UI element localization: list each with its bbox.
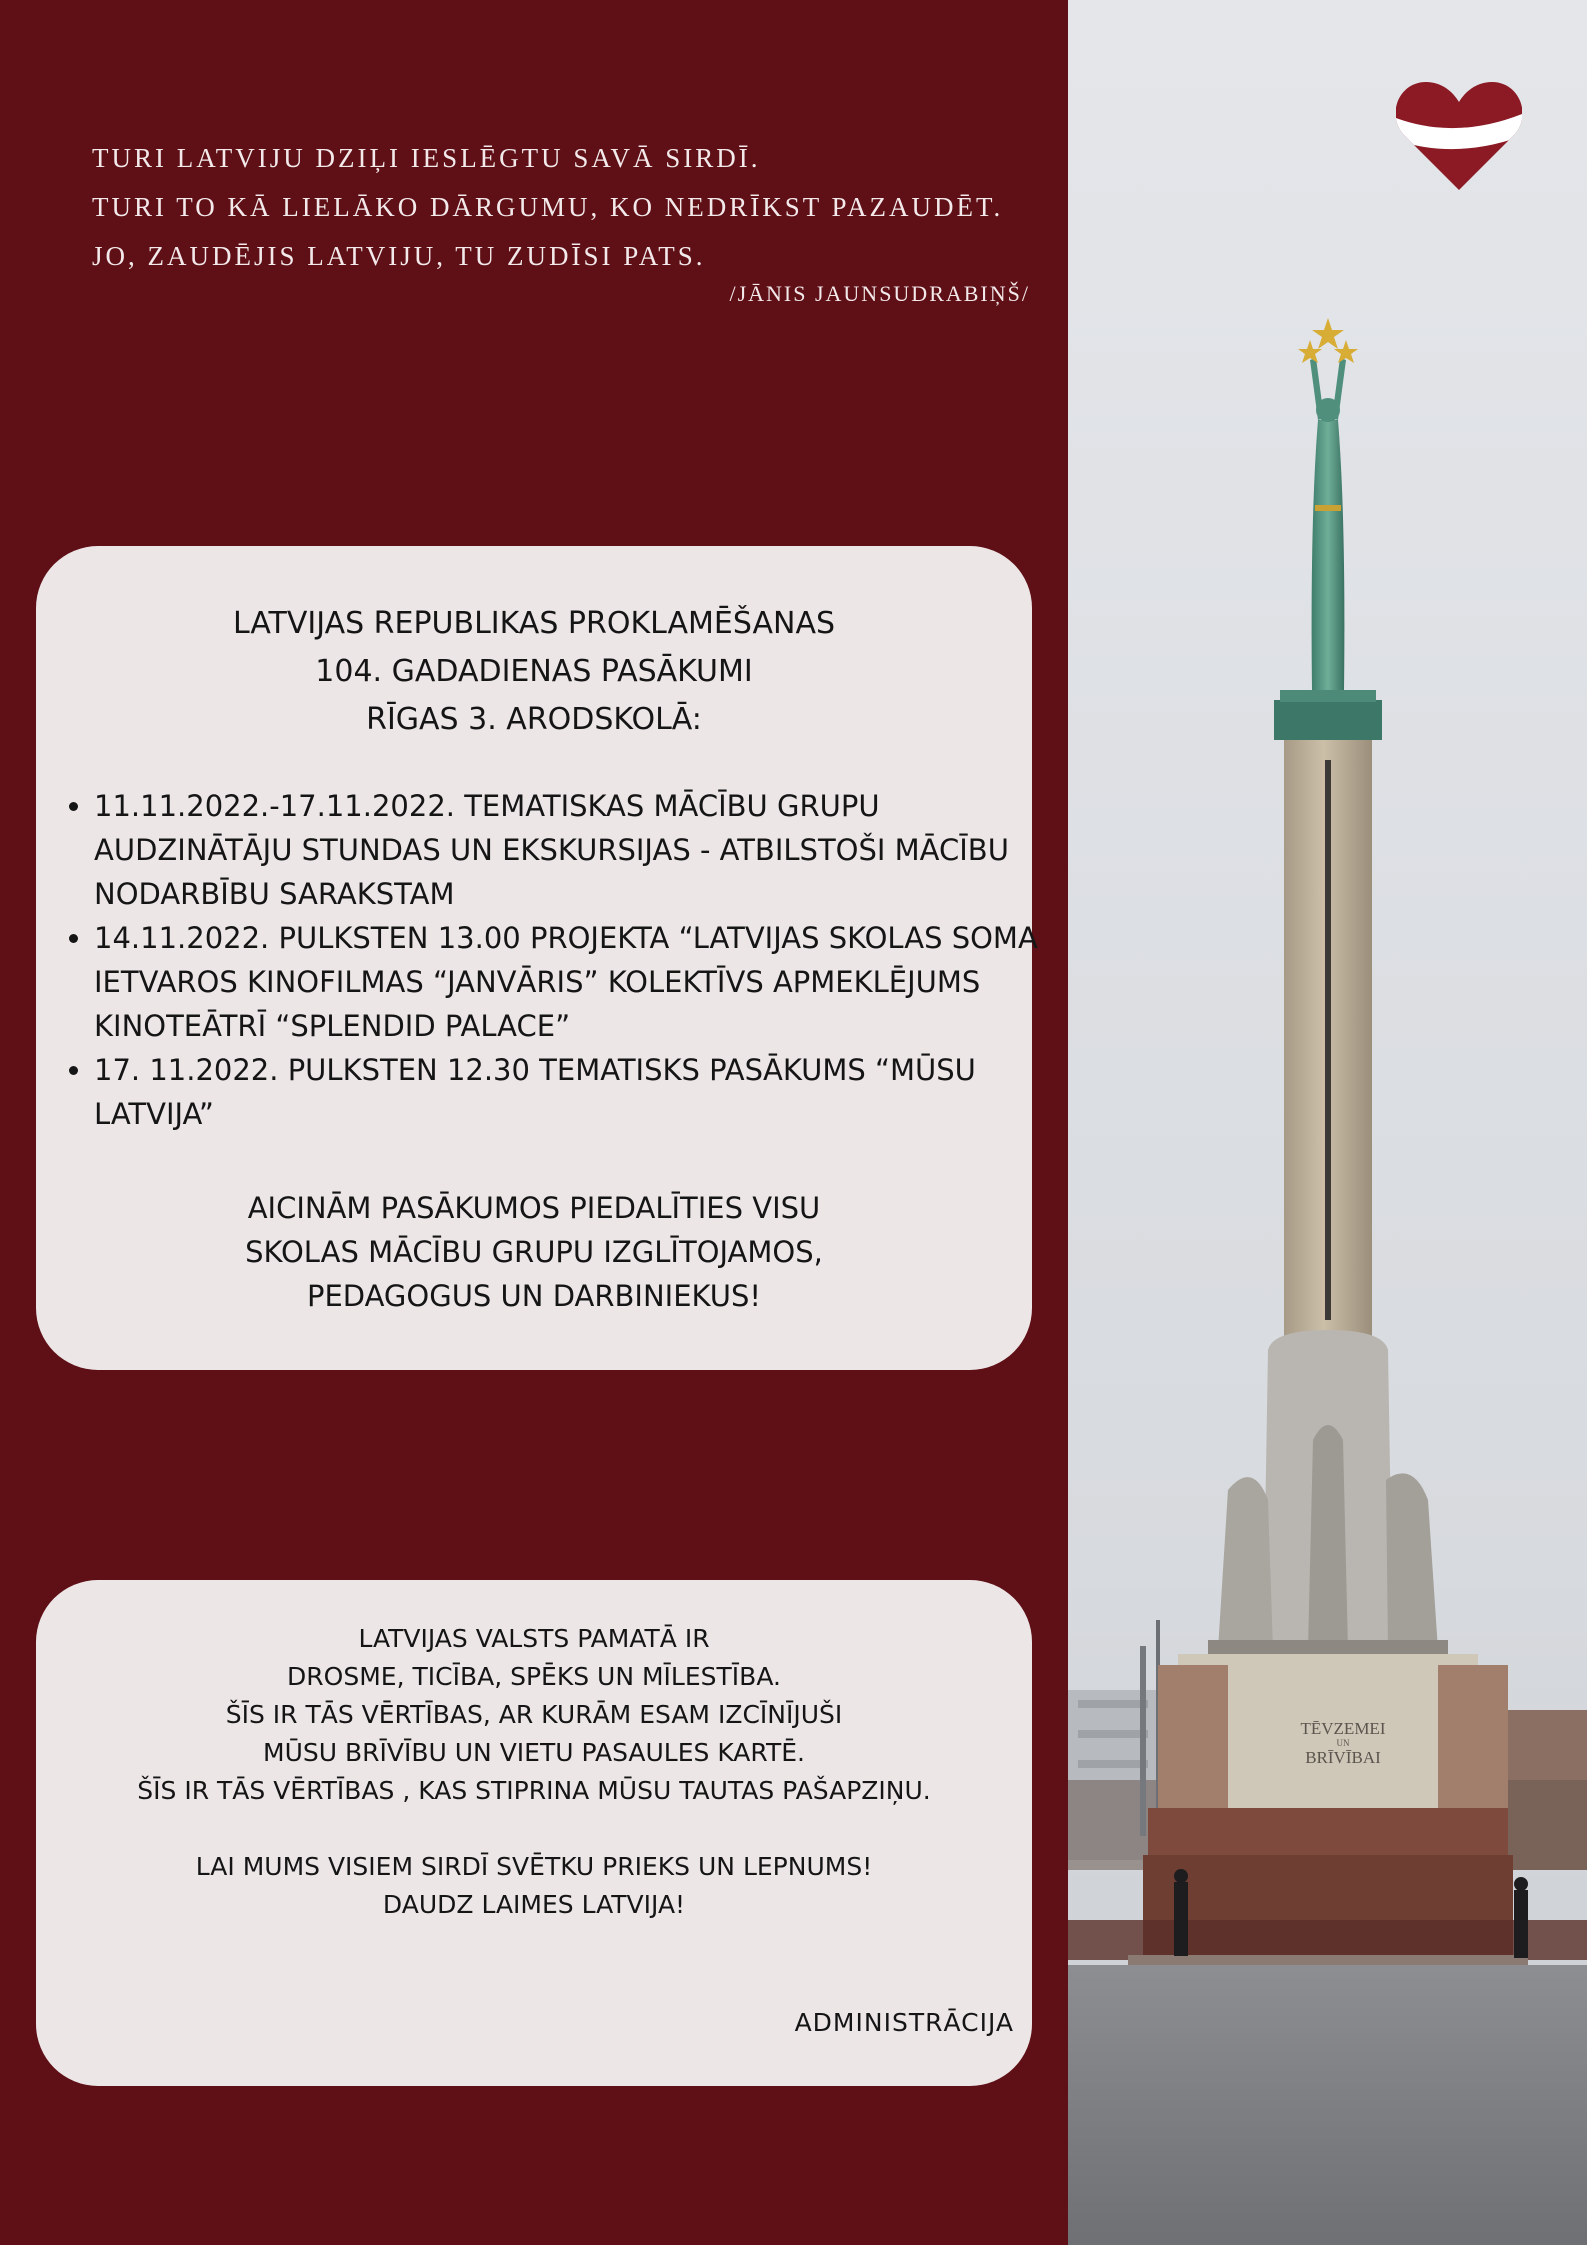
- signature: ADMINISTRĀCIJA: [794, 2008, 1014, 2037]
- message-line: LATVIJAS VALSTS PAMATĀ IR: [358, 1624, 710, 1653]
- event-item: • 17. 11.2022. PULKSTEN 12.30 TEMATISKS PASĀKUMS “MŪSU LATVIJA”: [94, 1048, 1074, 1136]
- message-card: [36, 1580, 1032, 2086]
- message-line: MŪSU BRĪVĪBU UN VIETU PASAULES KARTĒ.: [263, 1738, 805, 1767]
- quote-author: /JĀNIS JAUNSUDRABIŅŠ/: [729, 281, 1030, 306]
- events-title-line: RĪGAS 3. ARODSKOLĀ:: [366, 702, 702, 737]
- quote-line: JO, ZAUDĒJIS LATVIJU, TU ZUDĪSI PATS.: [92, 241, 706, 271]
- inscription-line: UN: [1336, 1738, 1350, 1748]
- invite-text: [36, 1186, 1032, 1318]
- monument-illustration: [1068, 0, 1587, 2245]
- events-title-line: LATVIJAS REPUBLIKAS PROKLAMĒŠANAS: [232, 606, 836, 641]
- invite-line: PEDAGOGUS UN DARBINIEKUS!: [306, 1279, 762, 1313]
- message-line: ŠĪS IR TĀS VĒRTĪBAS , KAS STIPRINA MŪSU TAUTAS PAŠAPZIŅU.: [137, 1776, 931, 1805]
- quote: [92, 134, 1032, 311]
- invite-line: SKOLAS MĀCĪBU GRUPU IZGLĪTOJAMOS,: [245, 1235, 823, 1269]
- event-item: • 11.11.2022.-17.11.2022. TEMATISKAS MĀCĪBU GRUPU AUDZINĀTĀJU STUNDAS UN EKSKURSIJAS - ATBILSTOŠI MĀCĪBU NODARBĪBU SARAKSTAM: [94, 784, 1074, 916]
- quote-line: TURI TO KĀ LIELĀKO DĀRGUMU, KO NEDRĪKST PAZAUDĒT.: [92, 192, 1004, 222]
- wishes-line: DAUDZ LAIMES LATVIJA!: [382, 1890, 686, 1919]
- latvian-flag-heart-icon: [1396, 78, 1522, 192]
- inscription-line: BRĪVĪBAI: [1305, 1748, 1381, 1767]
- events-title: [36, 600, 1032, 744]
- message-body: [36, 1620, 1032, 1924]
- invite-line: AICINĀM PASĀKUMOS PIEDALĪTIES VISU: [247, 1191, 821, 1225]
- event-item: • 14.11.2022. PULKSTEN 13.00 PROJEKTA “LATVIJAS SKOLAS SOMA IETVAROS KINOFILMAS “JANVĀRIS” KOLEKTĪVS APMEKLĒJUMS KINOTEĀTRĪ “SPLENDID PALACE”: [94, 916, 1074, 1048]
- quote-line: TURI LATVIJU DZIĻI IESLĒGTU SAVĀ SIRDĪ.: [92, 143, 761, 173]
- events-title-line: 104. GADADIENAS PASĀKUMI: [315, 654, 753, 689]
- wishes-line: LAI MUMS VISIEM SIRDĪ SVĒTKU PRIEKS UN LEPNUMS!: [195, 1852, 873, 1881]
- events-card: [36, 546, 1038, 1370]
- message-line: DROSME, TICĪBA, SPĒKS UN MĪLESTĪBA.: [287, 1662, 781, 1691]
- message-line: ŠĪS IR TĀS VĒRTĪBAS, AR KURĀM ESAM IZCĪNĪJUŠI: [225, 1700, 843, 1729]
- inscription-line: TĒVZEMEI: [1300, 1719, 1386, 1738]
- events-list: [58, 784, 1074, 1136]
- freedom-monument-photo: [1068, 0, 1587, 2245]
